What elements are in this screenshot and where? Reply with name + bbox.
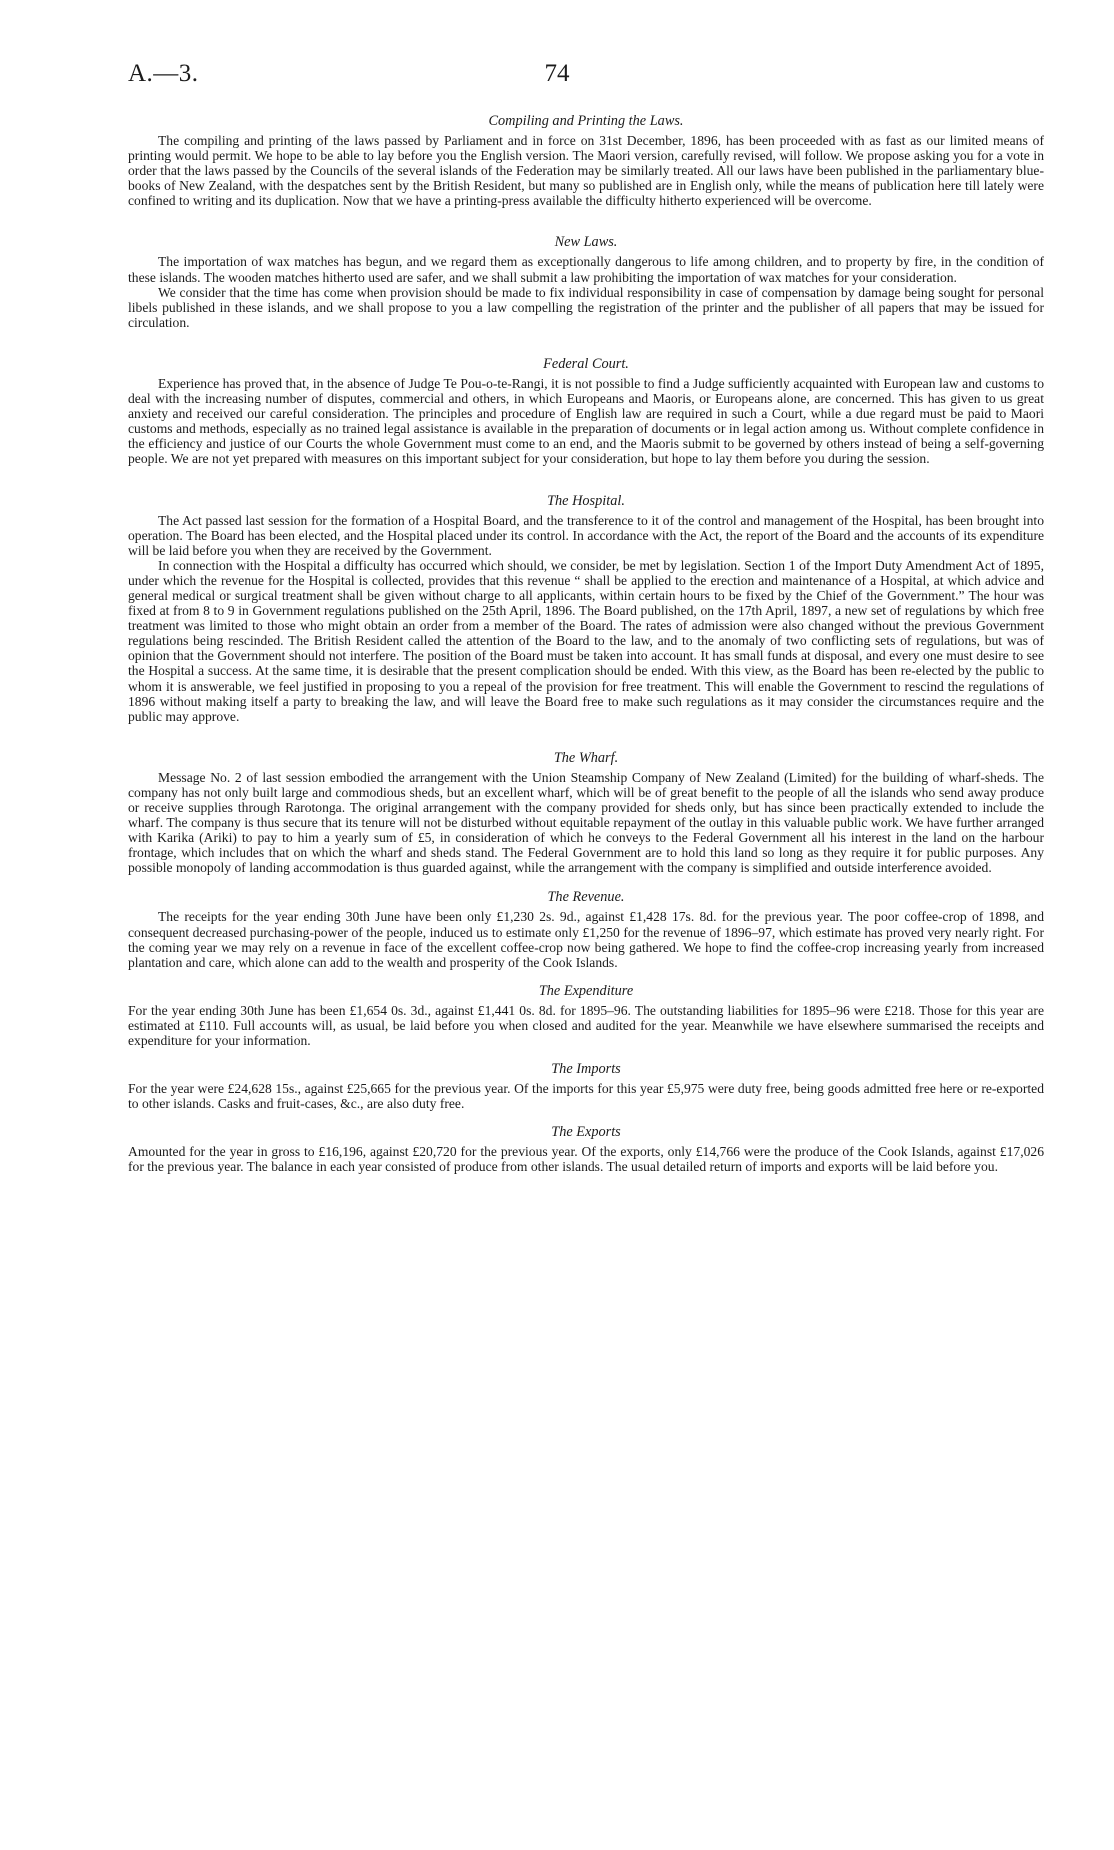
section-expenditure [128, 984, 1044, 1048]
paragraph: The importation of wax matches has begun, and we regard them as exceptionally dangerous to life among children, and to property by fire, in the condition of these islands. The wooden matches hitherto used are safer, and we shall submit a law prohibiting the importation of wax matches for your consideration. [128, 254, 1044, 285]
section-federal-court [128, 357, 1044, 467]
paragraph: The Act passed last session for the formation of a Hospital Board, and the transference to it of the control and management of the Hospital, has been brought into operation. The Board has been elected, and the Hospital placed under its control. In accordance with the Act, the report of the Board and the accounts of its expenditure will be laid before you when they are received by the Government. [128, 512, 1044, 558]
paragraph: Amounted for the year in gross to £16,196, against £20,720 for the previous year. Of the exports, only £14,766 were the produce of the Cook Islands, against £17,026 for the previous year. The balance in each year consisted of produce from other islands. The usual detailed return of imports and exports will be laid before you. [128, 1144, 1044, 1175]
section-heading: The Hospital. [547, 492, 625, 509]
section-heading: The Wharf. [553, 749, 619, 766]
section-compiling-laws [128, 114, 1044, 208]
section-heading: Compiling and Printing the Laws. [488, 113, 684, 129]
section-heading: Federal Court. [543, 355, 629, 372]
document-body [128, 114, 1044, 1175]
page-number: 74 [544, 60, 570, 87]
paragraph: Experience has proved that, in the absence of Judge Te Pou-o-te-Rangi, it is not possible to find a Judge sufficiently acquainted with European law and customs to deal with the increasing number of disputes, commercial and others, in which Europeans and Maoris, or Europeans alone, are concerned. This has given to us great anxiety and received our careful consideration. The principles and procedure of English law are required in such a Court, while a due regard must be paid to Maori customs and methods, especially as no trained legal assistance is available in the preparation of documents or in legal action among us. Without complete confidence in the efficiency and justice of our Courts the whole Government must come to an end, and the Maoris submit to be governed by others instead of being a self-governing people. We are not yet prepared with measures on this important subject for your consideration, but hope to lay them before you during the session. [128, 375, 1044, 467]
paper-reference: A.—3. [128, 60, 199, 87]
section-revenue [128, 890, 1044, 969]
paragraph: The compiling and printing of the laws passed by Parliament and in force on 31st December, 1896, has been proceeded with as fast as our limited means of printing would permit. We hope to be able to lay before you the English version. The Maori version, carefully revised, will follow. We propose asking you for a vote in order that the laws passed by the Councils of the several islands of the Federation may be similarly treated. All our laws have been published in the parliamentary blue-books of New Zealand, with the despatches sent by the British Resident, but many so published are in English only, while the means of publication here till lately were confined to writing and its duplication. Now that we have a printing-press available the difficulty hitherto experienced will be overcome. [128, 133, 1044, 209]
paragraph: We consider that the time has come when provision should be made to fix individual responsibility in case of compensation by damage being sought for personal libels published in these islands, and we shall propose to you a law compelling the registration of the printer and the publisher of all papers that may be issued for circulation. [128, 284, 1044, 330]
page-header [128, 60, 986, 94]
section-wharf [128, 751, 1044, 876]
paragraph: Message No. 2 of last session embodied the arrangement with the Union Steamship Company of New Zealand (Limited) for the building of wharf-sheds. The company has not only built large and commodious sheds, but an excellent wharf, which will be of great benefit to the people of all the islands who send away produce or receive supplies through Rarotonga. The original arrangement with the company provided for sheds only, but has since been practically extended to include the wharf. The company is thus secure that its tenure will not be disturbed without equitable repayment of the outlay in this valuable public work. We have further arranged with Karika (Ariki) to pay to him a yearly sum of £5, in consideration of which he conveys to the Federal Government all his interest in the land on the harbour frontage, which includes that on which the wharf and sheds stand. The Federal Government are to hold this land so long as they require it for public purposes. Any possible monopoly of landing accommodation is thus guarded against, while the arrangement with the company is simplified and outside interference avoided. [128, 769, 1044, 876]
paragraph: For the year ending 30th June has been £1,654 0s. 3d., against £1,441 0s. 8d. for 1895–96. The outstanding liabilities for 1895–96 were £218. Those for this year are estimated at £110. Full accounts will, as usual, be laid before you when closed and audited for the year. Meanwhile we have elsewhere summarised the receipts and expenditure for your information. [128, 1002, 1044, 1049]
section-exports [128, 1125, 1044, 1174]
paragraph: The receipts for the year ending 30th June have been only £1,230 2s. 9d., against £1,428 17s. 8d. for the previous year. The poor coffee-crop of 1898, and consequent decreased purchasing-power of the people, induced us to estimate only £1,250 for the revenue of 1896–97, which estimate has proved very nearly right. For the coming year we may rely on a revenue in face of the excellent coffee-crop now being gathered. We hope to find the coffee-crop increasing yearly from increased plantation and care, which alone can add to the wealth and prosperity of the Cook Islands. [128, 909, 1044, 970]
section-new-laws [128, 235, 1044, 329]
section-heading: The Revenue. [547, 889, 625, 906]
paragraph: For the year were £24,628 15s., against £25,665 for the previous year. Of the imports for this year £5,975 were duty free, being goods admitted free here or re-exported to other islands. Casks and fruit-cases, &c., are also duty free. [128, 1081, 1044, 1112]
paragraph: In connection with the Hospital a difficulty has occurred which should, we consider, be met by legislation. Section 1 of the Import Duty Amendment Act of 1895, under which the revenue for the Hospital is collected, provides that this revenue “ shall be applied to the erection and maintenance of a Hospital, at which advice and general medical or surgical treatment shall be given without charge to all applicants, within certain hours to be fixed by the Chief of the Government.” The hour was fixed at from 8 to 9 in Government regulations published on the 25th April, 1896. The Board published, on the 17th April, 1897, a new set of regulations by which free treatment was limited to those who might obtain an order from a member of the Board. The rates of admission were also changed without the previous Government regulations being rescinded. The British Resident called the attention of the Board to the law, and to the anomaly of two conflicting sets of regulations, but was of opinion that the Government should not interfere. The position of the Board must be taken into account. It has small funds at disposal, and every one must desire to see the Hospital a success. At the same time, it is desirable that the present complication should be ended. With this view, as the Board has been re-elected by the public to whom it is answerable, we feel justified in proposing to you a repeal of the provision for free treatment. This will enable the Government to rescind the regulations of 1896 without making itself a party to breaking the law, and will leave the Board free to make such regulations as it may consider the circumstances require and the public may approve. [128, 557, 1044, 724]
section-heading: The Exports [551, 1124, 621, 1141]
section-heading: The Expenditure [538, 982, 634, 999]
section-hospital [128, 494, 1044, 724]
section-heading: The Imports [551, 1061, 621, 1078]
section-heading: New Laws. [554, 234, 618, 251]
section-imports [128, 1062, 1044, 1111]
